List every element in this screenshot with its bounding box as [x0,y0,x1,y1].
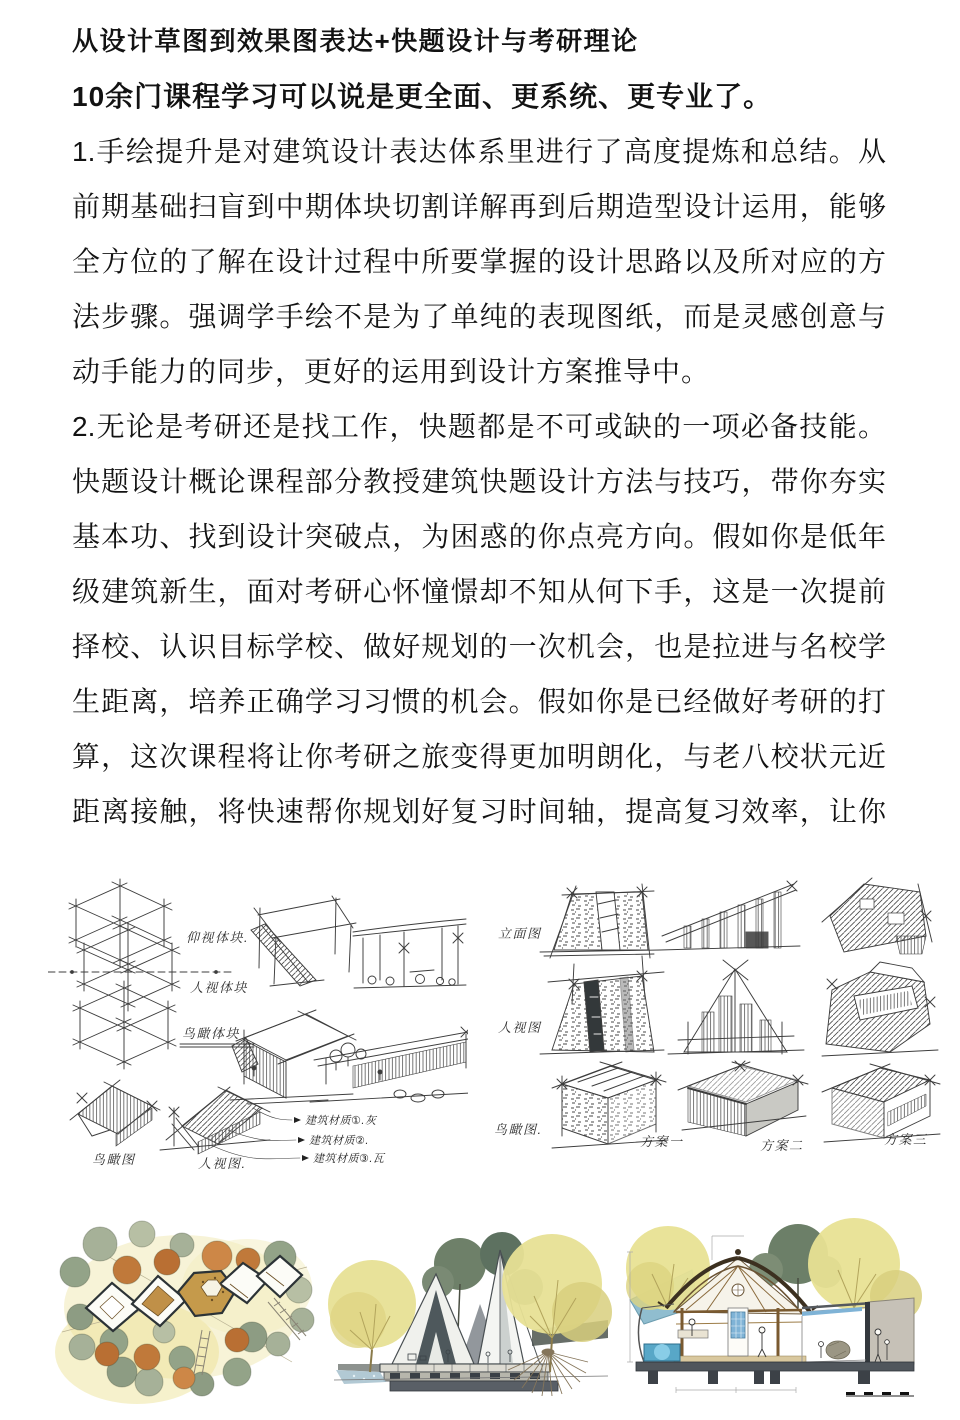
material-note-1: 建筑材质①.灰 [305,1115,377,1127]
watercolor-building-section [616,1212,924,1417]
watercolor-site-plan [52,1212,320,1417]
sketch-panel-right [492,872,944,1162]
paragraph1-line: 前期基础扫盲到中期体块切割详解再到后期造型设计运用，能够 [72,191,886,222]
right-pavilion-section [802,1298,914,1366]
row-label-eyelevel: 人视图 [498,1020,542,1035]
site-plan-svg [52,1212,320,1417]
subtitle-line: 10余门课程学习可以说是更全面、更系统、更专业了。 [72,81,773,112]
paragraph2-line: 2.无论是考研还是找工作，快题都是不可或缺的一项必备技能。 [72,411,886,442]
scheme3-birdseye-sketch [822,1064,940,1142]
scheme3-eyelevel-sketch [822,962,938,1056]
scheme-label-2: 方案二 [760,1138,804,1153]
title-line: 从设计草图到效果图表达+快题设计与考研理论 [72,26,639,56]
material-note-2: 建筑材质②. [309,1135,369,1147]
scheme-label-3: 方案三 [884,1132,928,1147]
paragraph2-line: 快题设计概论课程部分教授建筑快题设计方法与技巧，带你夯实 [72,466,886,497]
paragraph1-line: 全方位的了解在设计过程中所要掌握的设计思路以及所对应的方 [72,246,886,277]
sketch-left-svg [48,868,468,1180]
building-section-svg [616,1212,924,1417]
watercolor-tent-section [320,1212,612,1407]
scheme-label-1: 方案一 [640,1134,684,1149]
post-frame-sketch [353,919,466,988]
paragraph1-line: 1.手绘提升是对建筑设计表达体系里进行了高度提炼和总结。从 [72,136,886,167]
label-eye-level-mass: 人视体块 [190,980,249,995]
paragraph1-line: 法步骤。强调学手绘不是为了单纯的表现图纸，而是灵感创意与 [72,301,886,332]
sketch-panel-left [48,868,468,1180]
base-platform [334,1364,608,1391]
label-birdseye-figure: 鸟瞰图 [92,1152,136,1167]
scheme1-eyelevel-sketch [540,956,664,1054]
material-note-3: 建筑材质③.瓦 [313,1153,385,1165]
article-text-block [72,14,886,839]
row-label-birdseye: 鸟瞰图. [494,1122,543,1137]
paragraph2-line: 生距离，培养正确学习习惯的机会。假如你是已经做好考研的打 [72,686,886,717]
label-looking-up-mass: 仰视体块. [186,930,250,945]
tent-section-svg [320,1212,612,1407]
ramp-box-sketch [251,896,356,986]
scheme3-elevation-sketch [822,878,932,954]
paragraph2-line: 算，这次课程将让你考研之旅变得更加明朗化，与老八校状元近 [72,741,886,772]
paragraph2-line: 级建筑新生，面对考研心怀憧憬却不知从何下手，这是一次提前 [72,576,886,607]
scheme2-birdseye-sketch [678,1061,808,1136]
row-label-elevation: 立面图 [498,926,542,941]
scheme2-eyelevel-sketch [668,960,804,1054]
paragraph2-line: 基本功、找到设计突破点，为困惑的你点亮方向。假如你是低年 [72,521,886,552]
shed-mass-sketch [230,1010,356,1104]
label-eyelevel-figure: 人视图. [198,1156,247,1171]
scheme2-elevation-sketch [660,881,800,950]
sketch-right-svg [492,872,944,1162]
scheme1-elevation-sketch [540,884,660,958]
paragraph2-line: 距离接触，将快速帮你规划好复习时间轴，提高复习效率，让你 [72,796,886,827]
paragraph1-line: 动手能力的同步，更好的运用到设计方案推导中。 [72,356,711,387]
label-birds-eye-mass: 鸟瞰体块 [182,1026,241,1041]
birdseye-house-sketch [70,1080,160,1146]
paragraph2-line: 择校、认识目标学校、做好规划的一次机会，也是拉进与名校学 [72,631,886,662]
eyelevel-house-sketch [160,1087,270,1154]
